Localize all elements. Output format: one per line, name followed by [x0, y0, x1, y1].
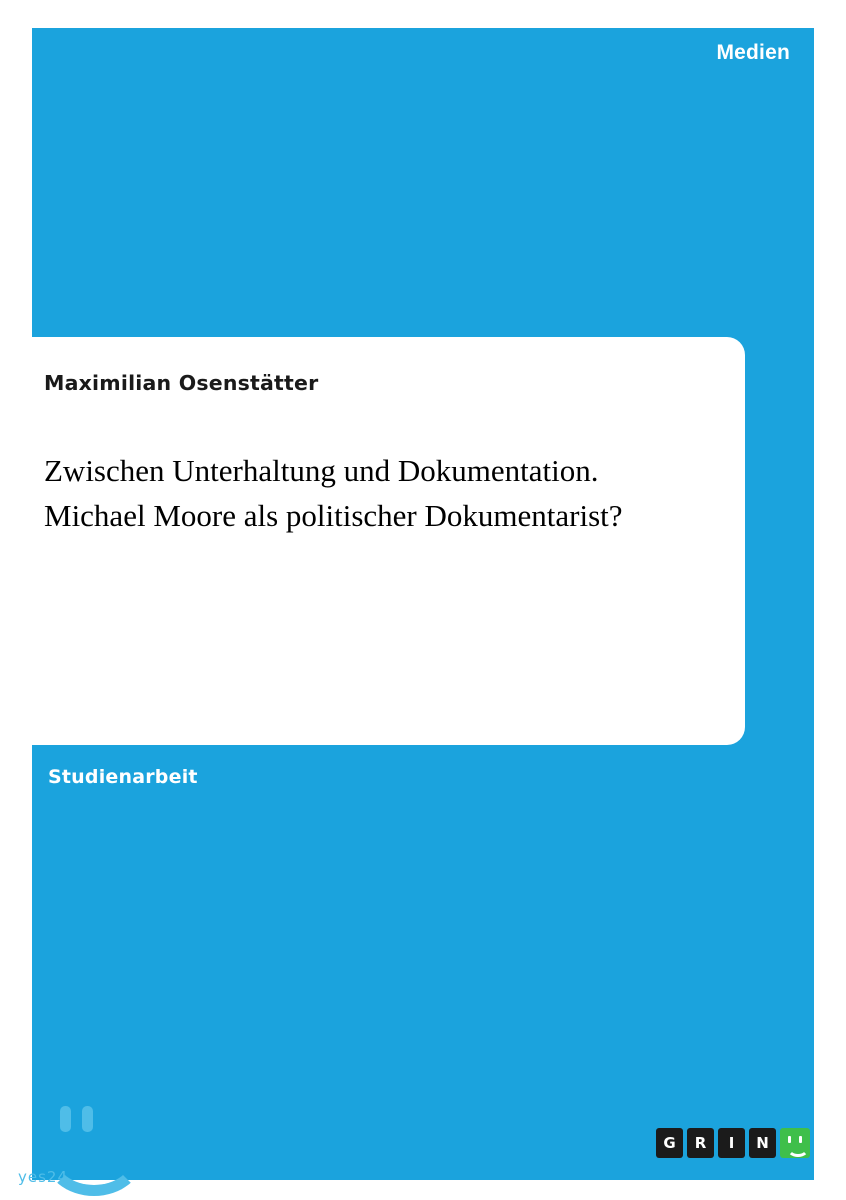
top-margin [0, 0, 846, 28]
grin-smiley-icon [780, 1128, 810, 1158]
grin-publisher-logo [656, 1128, 810, 1158]
author-name: Maximilian Osenstätter [44, 371, 319, 395]
grin-letter-i: I [718, 1128, 745, 1158]
category-label: Medien [716, 41, 790, 64]
grin-letter-n: N [749, 1128, 776, 1158]
document-type-label: Studienarbeit [48, 766, 198, 788]
grin-letter-g: G [656, 1128, 683, 1158]
grin-mouth [787, 1140, 809, 1157]
category-band [521, 28, 814, 78]
page-title: Zwischen Unterhaltung und Dokumentation. Michael Moore als politischer Dokumentarist? [44, 453, 623, 533]
grin-letter-r: R [687, 1128, 714, 1158]
watermark-label: yes24 [18, 1168, 69, 1186]
title-card [0, 337, 745, 745]
right-margin [814, 0, 846, 1200]
